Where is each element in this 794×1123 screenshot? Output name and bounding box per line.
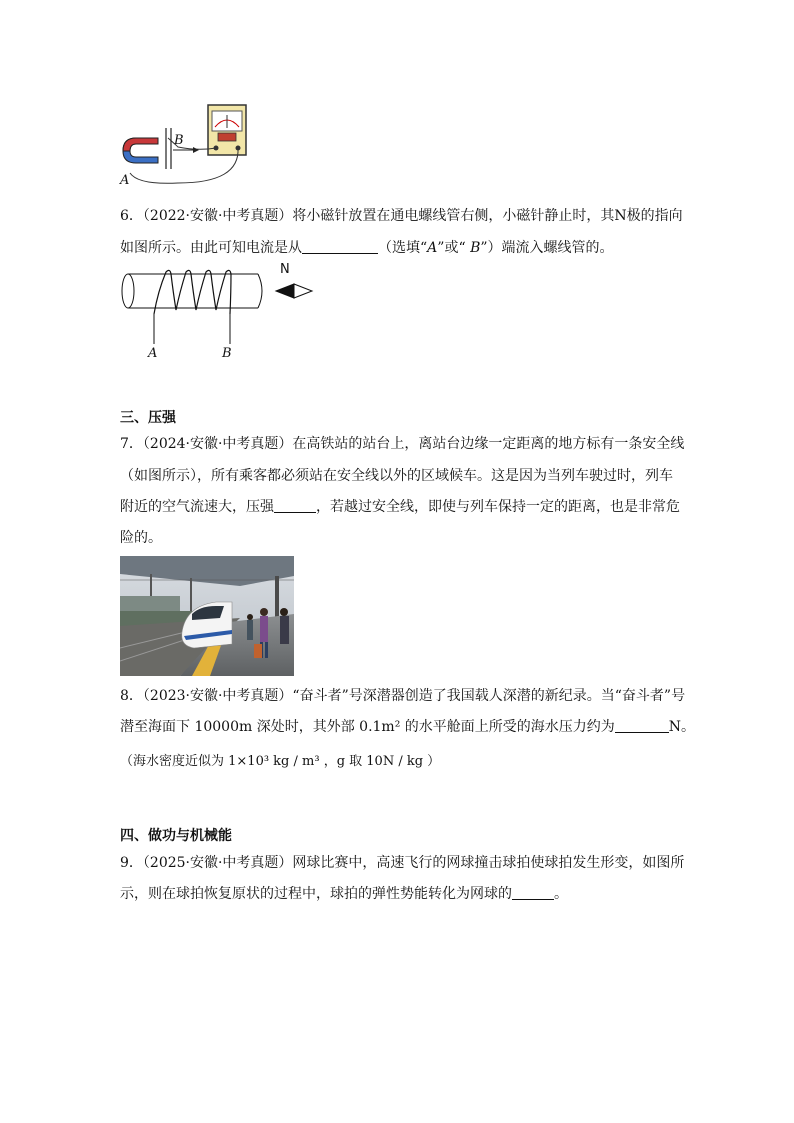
magnet-label-b: B <box>174 133 184 148</box>
q8-line2 <box>120 717 695 737</box>
q9-line2-pre: 示，则在球拍恢复原状的过程中，球拍的弹性势能转化为网球的 <box>120 886 512 902</box>
q9-answer-blank[interactable] <box>512 885 554 900</box>
section-work-energy-title: 四、做功与机械能 <box>120 828 232 844</box>
q6-option-b: B <box>465 240 481 256</box>
q6-line1: 6．（2022·安徽·中考真题）将小磁针放置在通电螺线管右侧，小磁针静止时，其N极的指向 <box>120 208 683 224</box>
q9-line1: 9．（2025·安徽·中考真题）网球比赛中，高速飞行的网球撞击球拍使球拍发生形变，如图所 <box>120 855 685 871</box>
q9-line2 <box>120 884 568 904</box>
q6-option-a: A <box>427 240 438 256</box>
q7-line3-post: ，若越过安全线，即使与列车保持一定的距离，也是非常危 <box>316 499 680 515</box>
train-station-photo <box>120 556 294 676</box>
q6-text-c: ”）端流入螺线管的。 <box>480 240 614 256</box>
q7-line1: 7．（2024·安徽·中考真题）在高铁站的站台上，离站台边缘一定距离的地方标有一条安全线 <box>120 436 685 452</box>
q6-line2 <box>120 238 614 258</box>
q7-line4: 险的。 <box>120 530 162 546</box>
q9-line2-post: 。 <box>554 886 568 902</box>
q8-answer-blank[interactable] <box>615 718 669 733</box>
q6-answer-blank[interactable] <box>302 239 378 254</box>
q7-line3 <box>120 497 680 517</box>
q6-text-a: （选填“ <box>378 240 428 256</box>
q8-line2-pre: 潜至海面下 10000m 深处时，其外部 0.1m² 的水平舱面上所受的海水压力约为 <box>120 719 615 735</box>
magnet-label-a: A <box>120 173 130 188</box>
q8-note: （海水密度近似为 1×10³ kg / m³ ，g 取 10N / kg ） <box>120 754 441 769</box>
q7-answer-blank[interactable] <box>274 498 316 513</box>
solenoid-figure <box>118 262 318 366</box>
q8-line2-post: N。 <box>668 719 696 735</box>
q8-line1: 8．（2023·安徽·中考真题）“奋斗者”号深潜器创造了我国载人深潜的新纪录。当“奋斗者”号 <box>120 688 686 704</box>
section-pressure-title: 三、压强 <box>120 410 176 426</box>
q6-text-b: ”或“ <box>437 240 466 256</box>
q7-line3-pre: 附近的空气流速大，压强 <box>120 499 274 515</box>
galvanometer-figure <box>118 103 253 188</box>
solenoid-label-a: A <box>148 346 158 361</box>
compass-n-label: N <box>280 262 290 277</box>
q6-line2-pre: 如图所示。由此可知电流是从 <box>120 240 302 256</box>
solenoid-label-b: B <box>222 346 232 361</box>
q7-line2: （如图所示），所有乘客都必须站在安全线以外的区域候车。这是因为当列车驶过时，列车 <box>120 468 673 484</box>
